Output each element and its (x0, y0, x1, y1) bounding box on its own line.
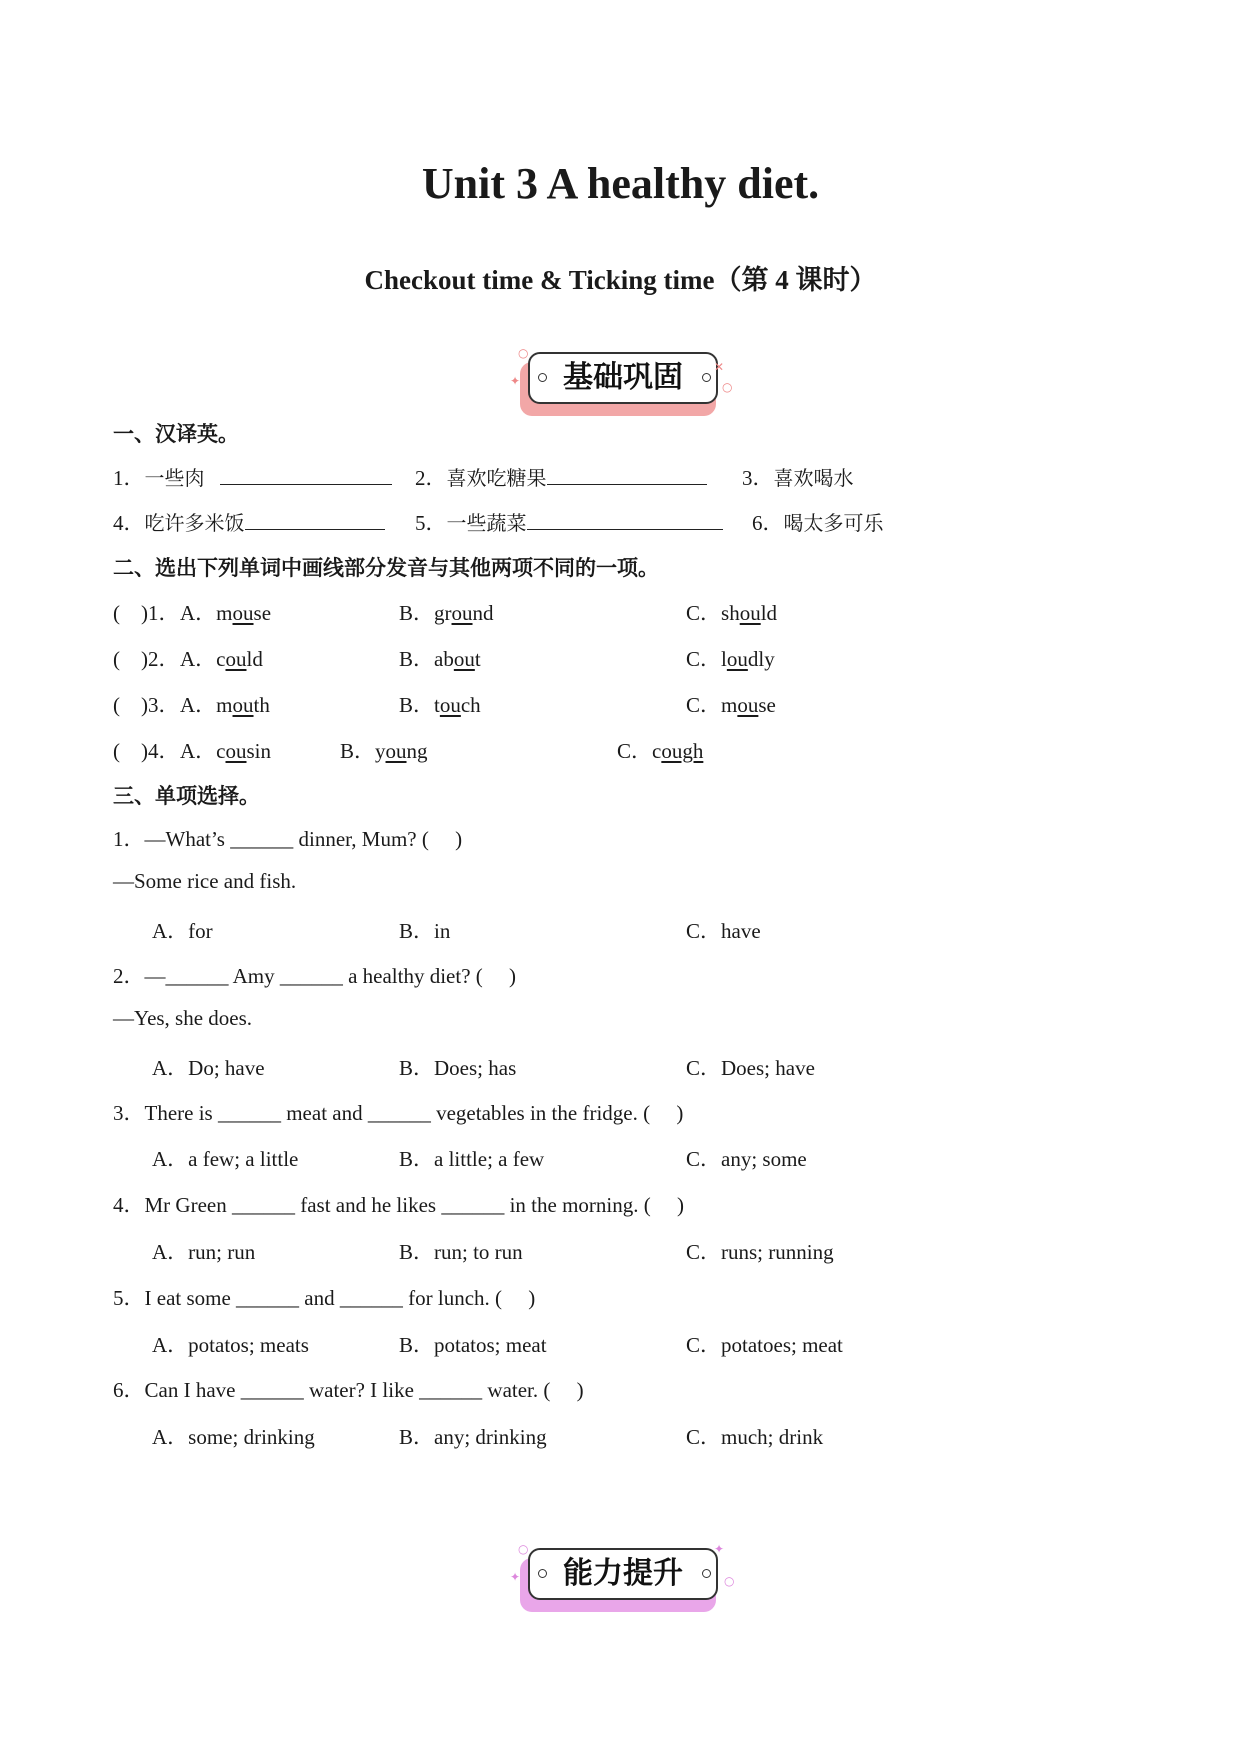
translate-item: 3．喜欢喝水 (742, 466, 854, 490)
badge-dot-icon (538, 1569, 547, 1578)
sparkle-icon: ✦ (714, 1542, 725, 1556)
option-a[interactable]: A．cousin (180, 739, 272, 763)
underlined-letters: ough (661, 739, 704, 763)
option-a[interactable]: A．a few; a little (152, 1147, 299, 1171)
option-a[interactable]: A．some; drinking (152, 1425, 315, 1449)
option-a[interactable]: A．potatos; meats (152, 1333, 309, 1357)
underlined-letters: ou (225, 739, 247, 763)
option-c[interactable]: C．any; some (686, 1147, 807, 1171)
badge-label: 基础巩固 (528, 352, 718, 404)
question-stem: 2．—______ Amy ______ a healthy diet? ( ) (113, 964, 517, 988)
option-a[interactable]: A．run; run (152, 1240, 256, 1264)
section-heading: 三、单项选择。 (113, 784, 260, 808)
section-heading: 二、选出下列单词中画线部分发音与其他两项不同的一项。 (113, 556, 659, 580)
sparkle-icon: ○ (518, 1542, 529, 1556)
option-b[interactable]: B．ground (399, 601, 494, 625)
question-stem: 4．Mr Green ______ fast and he likes ______ in the morning. ( ) (113, 1193, 684, 1217)
option-a[interactable]: A．for (152, 919, 213, 943)
answer-blank[interactable] (245, 511, 385, 530)
translate-item: 5．一些蔬菜 (415, 507, 723, 537)
section-heading: 一、汉译英。 (113, 422, 239, 446)
answer-blank[interactable] (527, 511, 723, 530)
section-badge-advanced (510, 1542, 735, 1614)
underlined-letters: ou (225, 647, 247, 671)
sparkle-icon: ○ (518, 346, 529, 360)
underlined-letters: ou (453, 647, 475, 671)
option-b[interactable]: B．run; to run (399, 1240, 523, 1264)
badge-dot-icon (538, 373, 547, 382)
underlined-letters: ou (385, 739, 407, 763)
translate-item: 4．吃许多米饭 (113, 507, 385, 537)
section-badge-basic (510, 346, 733, 418)
option-c[interactable]: C．potatoes; meat (686, 1333, 843, 1357)
underlined-letters: ou (232, 601, 254, 625)
option-a[interactable]: A．mouse (180, 601, 272, 625)
badge-label: 能力提升 (528, 1548, 718, 1600)
option-c[interactable]: C．Does; have (686, 1056, 815, 1080)
sparkle-icon: ○ (722, 380, 733, 394)
page-title: Unit 3 A healthy diet. (421, 159, 820, 208)
underlined-letters: ou (726, 647, 748, 671)
page-subtitle: Checkout time & Ticking time（第 4 课时） (364, 265, 877, 295)
underlined-letters: ou (232, 693, 254, 717)
option-c[interactable]: C．should (686, 601, 778, 625)
badge-dot-icon (702, 1569, 711, 1578)
answer-blank[interactable] (220, 466, 392, 485)
answer-bracket[interactable]: ( )3． (113, 693, 180, 717)
question-reply: —Some rice and fish. (113, 869, 297, 893)
option-c[interactable]: C．mouse (686, 693, 776, 717)
translate-item: 2．喜欢吃糖果 (415, 462, 707, 492)
answer-blank[interactable] (547, 466, 707, 485)
sparkle-icon: ○ (724, 1574, 735, 1588)
option-b[interactable]: B．a little; a few (399, 1147, 545, 1171)
sparkle-icon: ✕ (714, 360, 725, 374)
option-b[interactable]: B．young (340, 739, 428, 763)
sparkle-icon: ✦ (510, 374, 521, 388)
underlined-letters: ou (451, 601, 473, 625)
option-a[interactable]: A．Do; have (152, 1056, 265, 1080)
option-c[interactable]: C．loudly (686, 647, 775, 671)
question-stem: 1．—What’s ______ dinner, Mum? ( ) (113, 827, 463, 851)
option-c[interactable]: C．cough (617, 739, 704, 763)
underlined-letters: ou (439, 693, 461, 717)
question-stem: 3．There is ______ meat and ______ vegetables in the fridge. ( ) (113, 1101, 684, 1125)
answer-bracket[interactable]: ( )1． (113, 601, 180, 625)
underlined-letters: ou (739, 601, 761, 625)
option-b[interactable]: B．about (399, 647, 481, 671)
translate-item: 6．喝太多可乐 (752, 511, 884, 535)
badge-dot-icon (702, 373, 711, 382)
option-b[interactable]: B．potatos; meat (399, 1333, 547, 1357)
answer-bracket[interactable]: ( )2． (113, 647, 180, 671)
question-stem: 5．I eat some ______ and ______ for lunch. ( ) (113, 1286, 536, 1310)
question-stem: 6．Can I have ______ water? I like ______ water. ( ) (113, 1378, 584, 1402)
option-a[interactable]: A．could (180, 647, 263, 671)
option-c[interactable]: C．runs; running (686, 1240, 834, 1264)
option-b[interactable]: B．Does; has (399, 1056, 517, 1080)
answer-bracket[interactable]: ( )4． (113, 739, 180, 763)
sparkle-icon: ✦ (510, 1570, 521, 1584)
option-a[interactable]: A．mouth (180, 693, 270, 717)
option-b[interactable]: B．touch (399, 693, 481, 717)
option-b[interactable]: B．in (399, 919, 451, 943)
option-c[interactable]: C．have (686, 919, 761, 943)
option-c[interactable]: C．much; drink (686, 1425, 824, 1449)
option-b[interactable]: B．any; drinking (399, 1425, 547, 1449)
question-reply: —Yes, she does. (113, 1006, 253, 1030)
underlined-letters: ou (737, 693, 759, 717)
translate-item: 1．一些肉 (113, 462, 392, 492)
